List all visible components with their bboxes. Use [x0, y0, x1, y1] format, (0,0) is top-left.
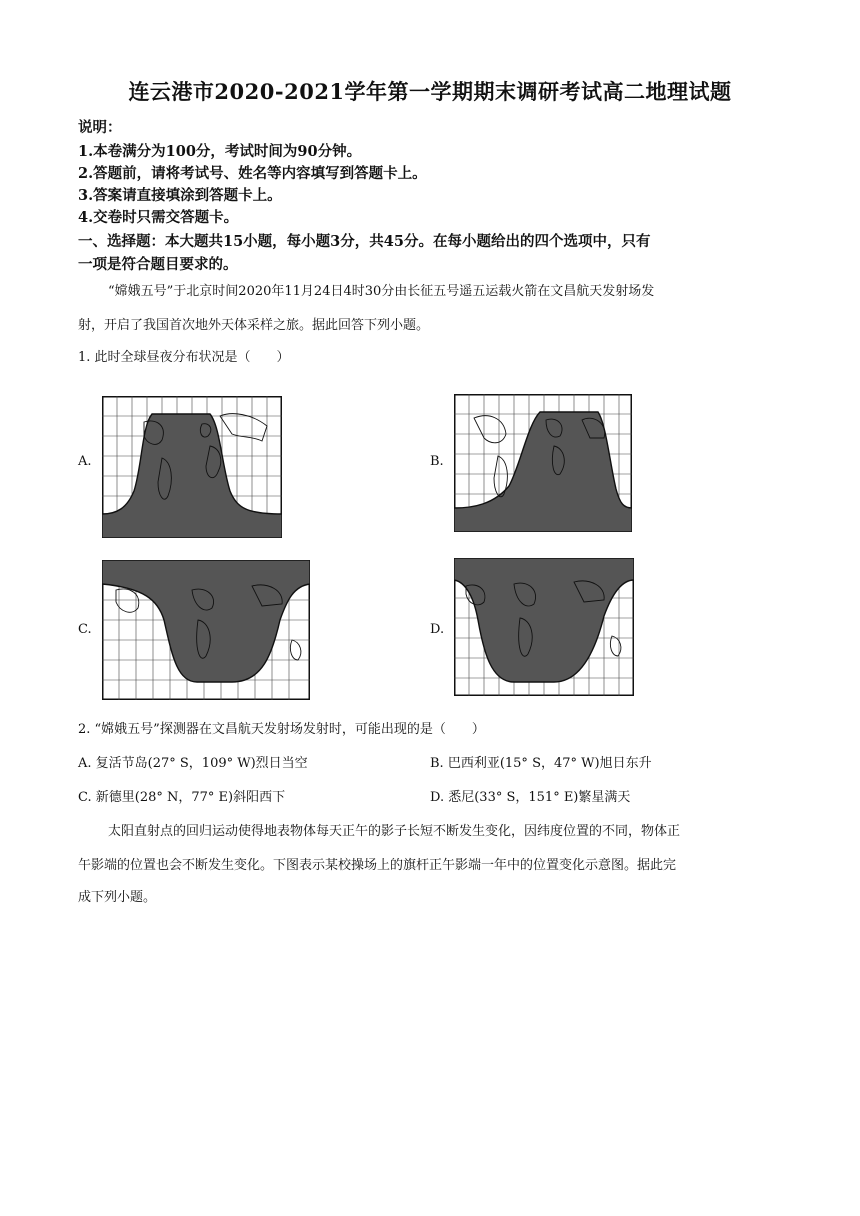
passage-text: “嫦娥五号”于北京时间2020年11月24日4时30分由长征五号遥五运载火箭在文昌航天发射场发	[108, 284, 655, 299]
day-night-map-c[interactable]	[102, 560, 310, 700]
instructions-heading: 说明：	[78, 119, 122, 136]
day-night-map-d[interactable]	[454, 558, 634, 696]
day-night-map-a[interactable]	[102, 396, 282, 538]
section-heading: 一、选择题：本大题共15小题，每小题3分，共45分。在每小题给出的四个选项中，只有	[78, 233, 651, 250]
day-night-map-b[interactable]	[454, 394, 632, 532]
page-title: 连云港市2020-2021学年第一学期期末调研考试高二地理试题	[128, 79, 732, 104]
option-c-label[interactable]: C.	[78, 622, 92, 637]
instruction-item: 1.本卷满分为100分，考试时间为90分钟。	[78, 143, 362, 160]
question-1-stem: 1. 此时全球昼夜分布状况是（ ）	[78, 350, 290, 365]
option-d-label[interactable]: D.	[430, 622, 445, 637]
option-a-label[interactable]: A.	[78, 454, 92, 469]
option-b-label[interactable]: B.	[430, 454, 444, 469]
passage-text: 射，开启了我国首次地外天体采样之旅。据此回答下列小题。	[78, 318, 430, 333]
section-heading-cont: 一项是符合题目要求的。	[78, 256, 238, 273]
option-d[interactable]: D. 悉尼(33° S，151° E)繁星满天	[430, 790, 631, 805]
instruction-item: 3.答案请直接填涂到答题卡上。	[78, 187, 282, 204]
passage-text: 太阳直射点的回归运动使得地表物体每天正午的影子长短不断发生变化，因纬度位置的不同，物体正	[108, 824, 681, 839]
instruction-item: 4.交卷时只需交答题卡。	[78, 209, 239, 226]
instruction-item: 2.答题前，请将考试号、姓名等内容填写到答题卡上。	[78, 165, 427, 182]
question-2-stem: 2. “嫦娥五号”探测器在文昌航天发射场发射时，可能出现的是（ ）	[78, 722, 485, 737]
passage-text: 成下列小题。	[78, 890, 157, 905]
option-b[interactable]: B. 巴西利亚(15° S，47° W)旭日东升	[430, 756, 652, 771]
option-a[interactable]: A. 复活节岛(27° S，109° W)烈日当空	[78, 756, 308, 771]
option-c[interactable]: C. 新德里(28° N，77° E)斜阳西下	[78, 790, 286, 805]
passage-text: 午影端的位置也会不断发生变化。下图表示某校操场上的旗杆正午影端一年中的位置变化示意图。据此完	[78, 858, 677, 873]
